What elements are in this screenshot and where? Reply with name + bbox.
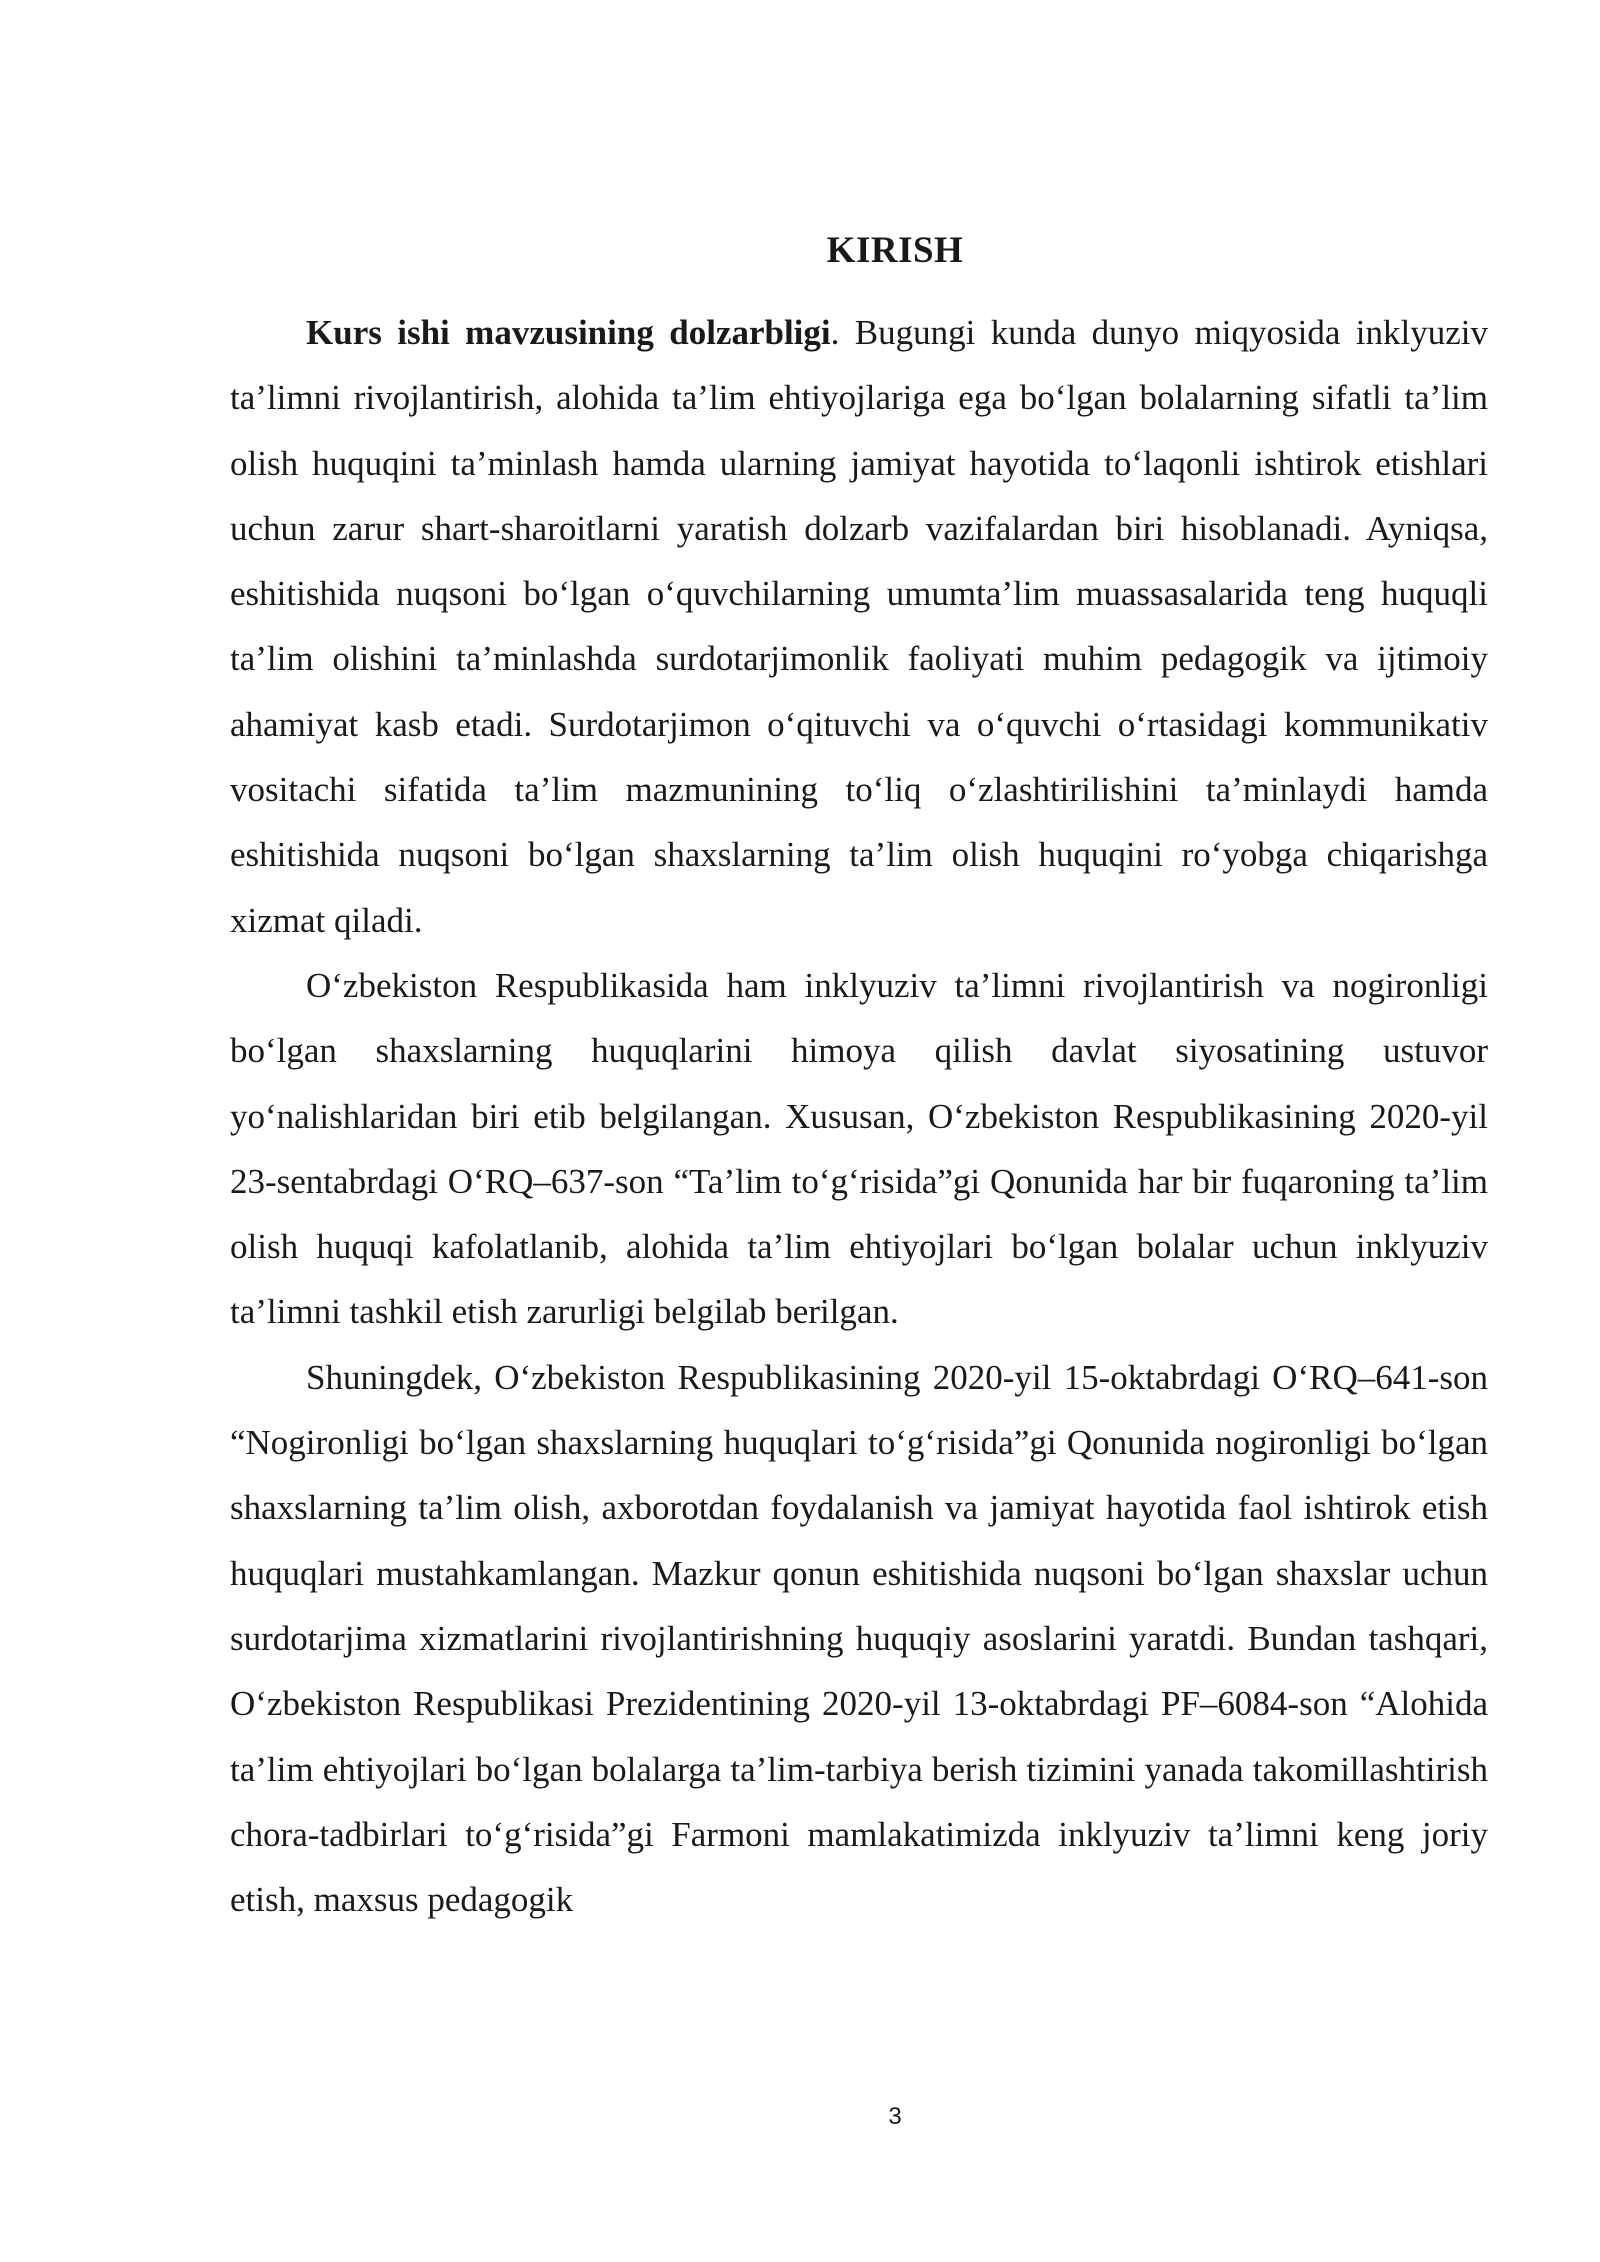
paragraph-relevance [230, 300, 1488, 953]
section-heading: KIRISH [826, 230, 964, 271]
paragraph-text: O‘zbekiston Respublikasida ham inklyuziv ta’limni rivojlantirish va nogironligi bo‘lgan shaxslarning huquqlarini himoya qilish davlat siyosatining ustuvor yo‘nalishlaridan biri etib belgilangan. Xususan, O‘zbekiston Respublikasining 2020-yil 23-sentabrdagi O‘RQ–637-son “Ta’lim to‘g‘risida”gi Qonunida har bir fuqaroning ta’lim olish huquqi kafolatlanib, alohida ta’lim ehtiyojlari bo‘lgan bolalar uchun inklyuziv ta’limni tashkil etish zarurligi belgilab berilgan. [230, 965, 1488, 1332]
page-number: 3 [888, 2103, 902, 2130]
body-text [230, 300, 1488, 1932]
paragraph-laws-decree [230, 1345, 1488, 1933]
paragraph-text: Shuningdek, O‘zbekiston Respublikasining 2020-yil 15-oktabrdagi O‘RQ–641-son “Nogironligi bo‘lgan shaxslarning huquqlari to‘g‘risida”gi Qonunida nogironligi bo‘lgan shaxslarning ta’lim olish, axborotdan foydalanish va jamiyat hayotida faol ishtirok etish huquqlari mustahkamlangan. Mazkur qonun eshitishida nuqsoni bo‘lgan shaxslar uchun surdotarjima xizmatlarini rivojlantirishning huquqiy asoslarini yaratdi. Bundan tashqari, O‘zbekiston Respublikasi Prezidentining 2020-yil 13-oktabrdagi PF–6084-son “Alohida ta’lim ehtiyojlari bo‘lgan bolalarga ta’lim-tarbiya berish tizimini yanada takomillashtirish chora-tadbirlari to‘g‘risida”gi Farmoni mamlakatimizda inklyuziv ta’limni keng joriy etish, maxsus pedagogik [230, 1357, 1488, 1920]
paragraph-lead: Kurs ishi mavzusining dolzarbligi [306, 313, 831, 352]
paragraph-legislation [230, 953, 1488, 1345]
paragraph-text: . Bugungi kunda dunyo miqyosida inklyuziv ta’limni rivojlantirish, alohida ta’lim ehtiyojlariga ega bo‘lgan bolalarning sifatli ta’lim olish huquqini ta’minlash hamda ularning jamiyat hayotida to‘laqonli ishtirok etishlari uchun zarur shart-sharoitlarni yaratish dolzarb vazifalardan biri hisoblanadi. Ayniqsa, eshitishida nuqsoni bo‘lgan o‘quvchilarning umumta’lim muassasalarida teng huquqli ta’lim olishini ta’minlashda surdotarjimonlik faoliyati muhim pedagogik va ijtimoiy ahamiyat kasb etadi. Surdotarjimon o‘qituvchi va o‘quvchi o‘rtasidagi kommunikativ vositachi sifatida ta’lim mazmunining to‘liq o‘zlashtirilishini ta’minlaydi hamda eshitishida nuqsoni bo‘lgan shaxslarning ta’lim olish huquqini ro‘yobga chiqarishga xizmat qiladi. [230, 313, 1488, 940]
